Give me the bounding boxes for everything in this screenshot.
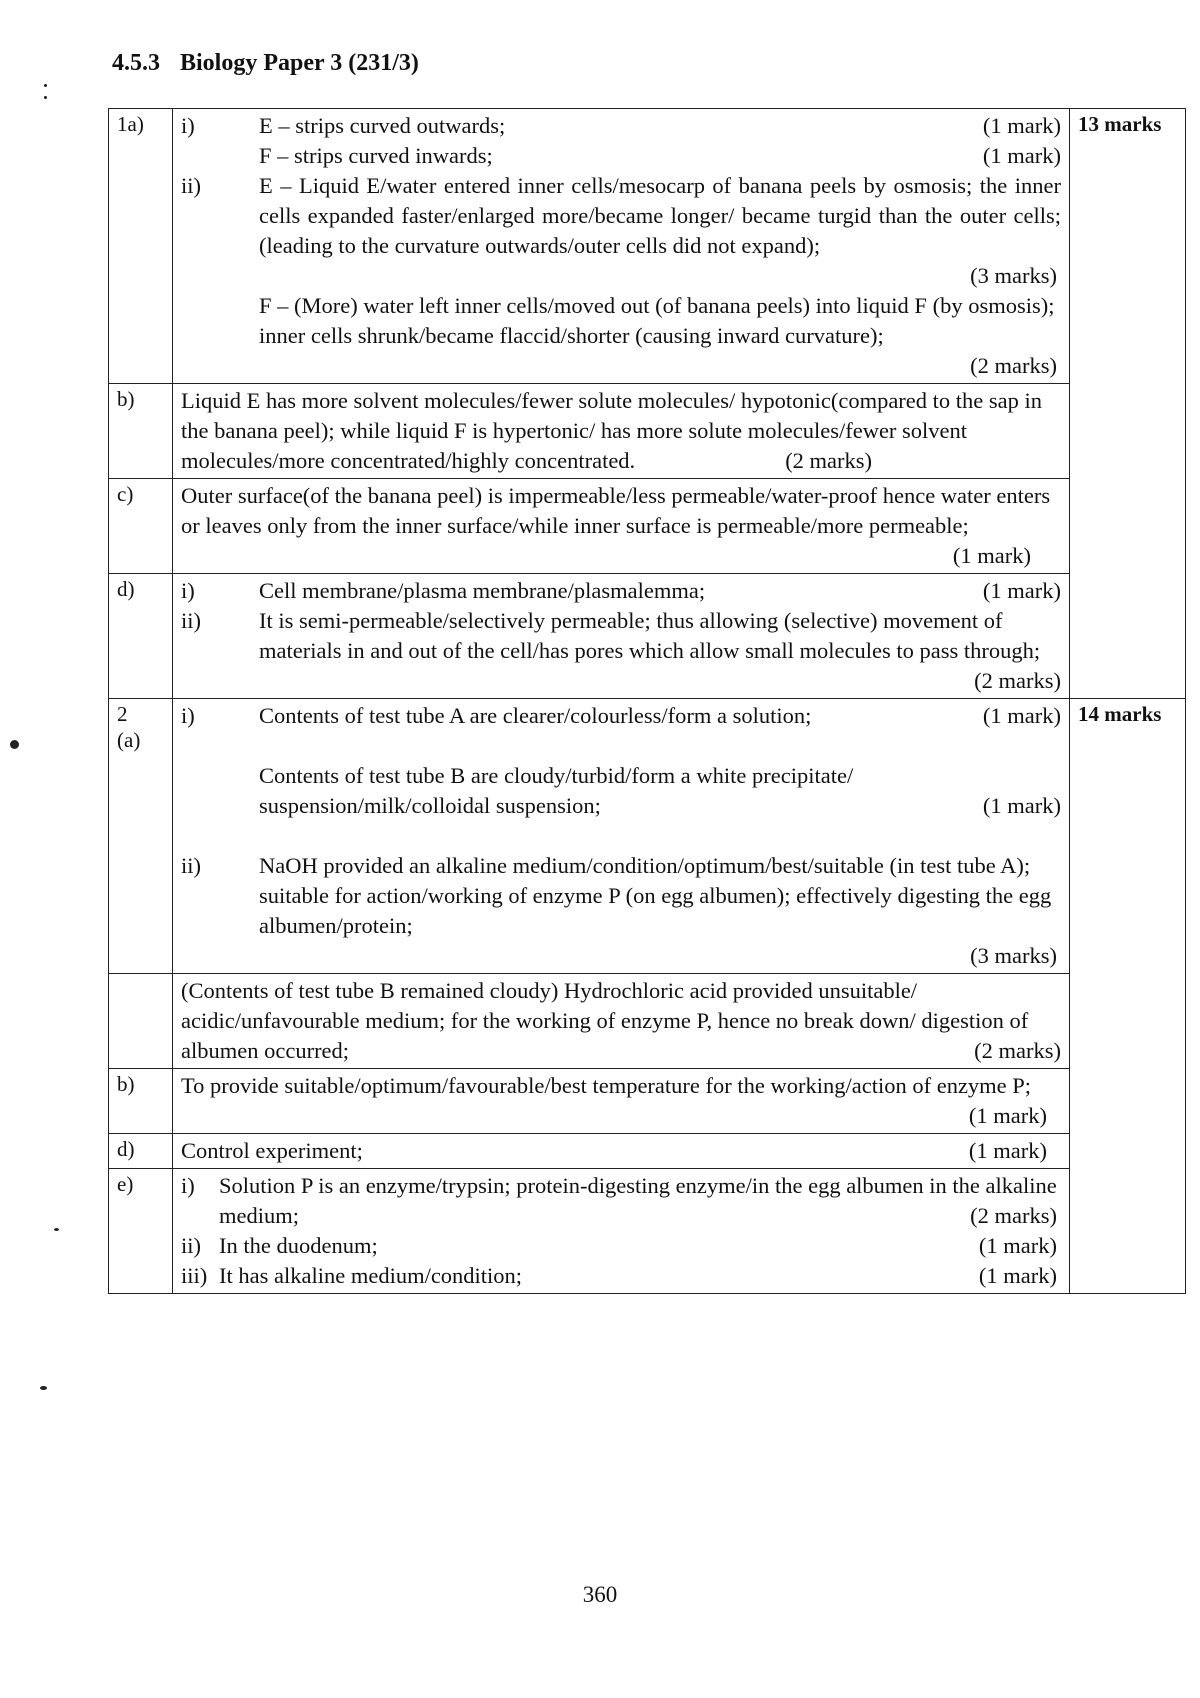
mark-allocation: (1 mark) (978, 1233, 1057, 1258)
mark-allocation: (2 marks) (970, 353, 1057, 378)
answer-cell (173, 974, 1070, 1069)
scan-speck (44, 96, 47, 99)
mark-allocation: (2 marks) (974, 1038, 1061, 1063)
mark-allocation: (1 mark) (982, 143, 1061, 168)
question-label: 1a) (109, 109, 173, 384)
question-label: b) (109, 384, 173, 479)
sub-answer-i (181, 111, 1061, 171)
roman-numeral: ii) (181, 1233, 201, 1258)
answer-cell (173, 384, 1070, 479)
table-row-1b (109, 384, 1186, 479)
roman-numeral: i) (181, 578, 195, 603)
answer-text: E – Liquid E/water entered inner cells/mesocarp of banana peels by osmosis; the inner cells expanded faster/enlarged more/became longer/ became turgid than the outer cells; (leading to the curvature outwards/outer cells did not expand); (259, 173, 1061, 258)
scan-speck (54, 1228, 59, 1231)
mark-allocation: (1 mark) (978, 1263, 1057, 1288)
mark-allocation: (2 marks) (970, 1203, 1057, 1228)
sub-answer-ii (181, 1231, 1061, 1261)
sub-answer-ii (181, 171, 1061, 261)
question-number: 2 (117, 702, 128, 726)
answer-text: (Contents of test tube B remained cloudy) Hydrochloric acid provided unsuitable/ acidic/unfavourable medium; for the working of enzyme P, hence no break down/ digestion of albumen occurred; (181, 978, 1029, 1063)
answer-text: Solution P is an enzyme/trypsin; protein-digesting enzyme/in the egg albumen in the alkaline medium; (219, 1173, 1057, 1228)
roman-numeral: ii) (181, 608, 201, 633)
answer-text: F – strips curved inwards; (259, 143, 493, 168)
mark-allocation: (2 marks) (974, 668, 1061, 693)
question-total-marks: 14 marks (1070, 699, 1186, 1294)
mark-allocation: (1 mark) (982, 578, 1061, 603)
answer-text: It is semi-permeable/selectively permeable; thus allowing (selective) movement of materials in and out of the cell/has pores which allow small molecules to pass through; (259, 608, 1041, 663)
mark-allocation: (3 marks) (970, 263, 1057, 288)
question-label: d) (109, 574, 173, 699)
mark-allocation: (1 mark) (982, 113, 1061, 138)
sub-answer-ii (181, 606, 1061, 696)
answer-text: F – (More) water left inner cells/moved out (of banana peels) into liquid F (by osmosis); inner cells shrunk/became flaccid/shorter (causing inward curvature); (259, 293, 1055, 348)
section-heading (112, 50, 419, 77)
section-number: 4.5.3 (112, 50, 160, 76)
mark-allocation: (1 mark) (952, 543, 1031, 568)
sub-answer-iii (181, 1261, 1061, 1291)
sub-answer-ii (181, 851, 1061, 941)
answer-text: Control experiment; (181, 1138, 363, 1163)
answer-cell (173, 1134, 1070, 1169)
question-total-marks: 13 marks (1070, 109, 1186, 699)
table-row-2b (109, 1069, 1186, 1134)
table-row-1a (109, 109, 1186, 384)
answer-cell (173, 479, 1070, 574)
table-row-2d (109, 1134, 1186, 1169)
roman-numeral: iii) (181, 1263, 208, 1288)
section-title: Biology Paper 3 (231/3) (180, 50, 419, 76)
table-row-1d (109, 574, 1186, 699)
table-row-2a-continued (109, 974, 1186, 1069)
roman-numeral: ii) (181, 173, 201, 198)
answer-text: To provide suitable/optimum/favourable/best temperature for the working/action of enzyme P; (181, 1073, 1032, 1098)
question-label: d) (109, 1134, 173, 1169)
sub-answer-i (181, 576, 1061, 606)
answer-text: NaOH provided an alkaline medium/condition/optimum/best/suitable (in test tube A); suitable for action/working of enzyme P (on egg albumen); effectively digesting the egg albumen/protein; (259, 853, 1052, 938)
question-label (109, 699, 173, 974)
question-label: b) (109, 1069, 173, 1134)
answer-text: Liquid E has more solvent molecules/fewer solute molecules/ hypotonic(compared to the sap in the banana peel); while liquid F is hypertonic/ has more solute molecules/fewer solvent molecules/more concentrated/highly concentrated. (181, 388, 1043, 473)
mark-allocation: (3 marks) (970, 943, 1057, 968)
table-row-2e (109, 1169, 1186, 1294)
table-row-1c (109, 479, 1186, 574)
mark-allocation: (1 mark) (968, 1103, 1047, 1128)
question-label: c) (109, 479, 173, 574)
mark-allocation: (1 mark) (982, 793, 1061, 818)
table-row-2a (109, 699, 1186, 974)
answer-cell (173, 1069, 1070, 1134)
mark-allocation: (1 mark) (982, 703, 1061, 728)
answer-text: Outer surface(of the banana peel) is impermeable/less permeable/water-proof hence water enters or leaves only from the inner surface/while inner surface is permeable/more permeable; (181, 483, 1051, 538)
answer-text: Cell membrane/plasma membrane/plasmalemma; (259, 578, 706, 603)
roman-numeral: i) (181, 1173, 195, 1198)
answer-text: E – strips curved outwards; (259, 113, 506, 138)
answer-text: In the duodenum; (219, 1233, 378, 1258)
scan-speck (10, 740, 19, 749)
roman-numeral: i) (181, 703, 195, 728)
answer-text: Contents of test tube A are clearer/colourless/form a solution; (259, 703, 812, 728)
sub-answer-i (181, 701, 1061, 731)
answer-cell (173, 699, 1070, 974)
answer-cell (173, 574, 1070, 699)
marking-scheme-table (108, 108, 1186, 1294)
question-part: (a) (117, 728, 141, 752)
mark-allocation: (1 mark) (968, 1138, 1047, 1163)
sub-answer-i (181, 1171, 1061, 1231)
scan-speck (44, 84, 47, 87)
answer-text: It has alkaline medium/condition; (219, 1263, 523, 1288)
question-label: e) (109, 1169, 173, 1294)
roman-numeral: i) (181, 113, 195, 138)
answer-cell (173, 1169, 1070, 1294)
mark-allocation: (2 marks) (785, 448, 873, 473)
answer-text: Contents of test tube B are cloudy/turbid/form a white precipitate/ suspension/milk/colloidal suspension; (259, 763, 854, 818)
scan-speck (40, 1386, 47, 1390)
answer-cell (173, 109, 1070, 384)
page-number: 360 (582, 1582, 618, 1607)
roman-numeral: ii) (181, 853, 201, 878)
